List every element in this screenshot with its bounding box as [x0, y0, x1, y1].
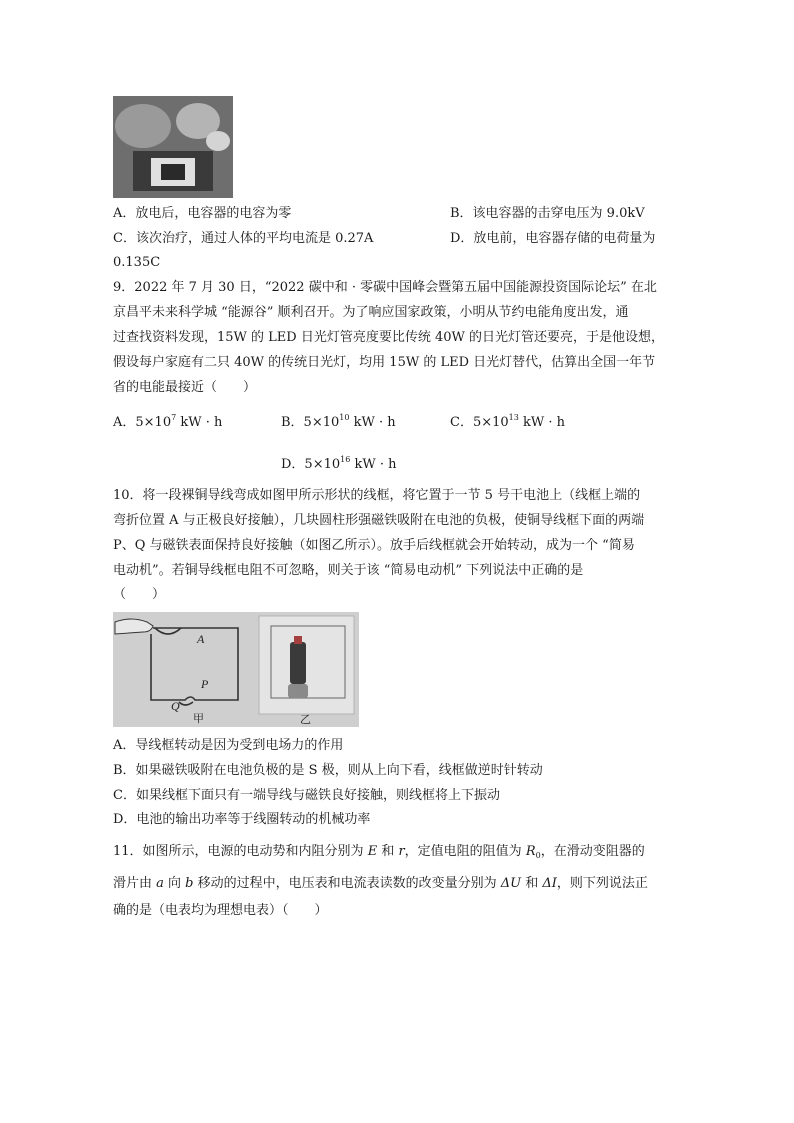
- q9-line-1: 9．2022 年 7 月 30 日，“2022 碳中和 · 零碳中国峰会暨第五届中国能源投资国际论坛” 在北: [113, 280, 657, 295]
- label-q: Q: [171, 699, 180, 713]
- label-jia: 甲: [193, 712, 204, 725]
- label-p: P: [201, 677, 209, 691]
- q9-option-c: C．$5\times 10^{13}$ kW · h: [450, 413, 565, 430]
- q9-line-2: 京昌平未来科学城 “能源谷” 顺利召开。为了响应国家政策，小明从节约电能角度出发，通: [113, 305, 629, 320]
- q11-line-3: 确的是（电表均为理想电表）（ ）: [113, 903, 328, 918]
- q8-option-a: A．放电后，电容器的电容为零: [113, 206, 292, 221]
- q10-line-4: 电动机”。若铜导线框电阻不可忽略，则关于该 “简易电动机” 下列说法中正确的是: [113, 563, 584, 578]
- q9-line-3: 过查找资料发现，15W 的 LED 日光灯管亮度要比传统 40W 的日光灯管还要亮，于是他设想，: [113, 330, 665, 345]
- q9-option-a: A．$5\times 10^7$ kW · h: [113, 413, 223, 430]
- label-yi: 乙: [300, 713, 311, 726]
- defibrillator-photo: [113, 96, 233, 198]
- q8-option-c: C．该次治疗，通过人体的平均电流是 0.27A: [113, 231, 374, 246]
- q11-line-1: 11．如图所示，电源的电动势和内阻分别为 E 和 r，定值电阻的阻值为 $R_0$，在滑动变阻器的: [113, 844, 645, 860]
- q8-option-b: B．该电容器的击穿电压为 9.0kV: [450, 206, 645, 221]
- q10-line-5: （ ）: [113, 587, 166, 602]
- q10-option-c: C．如果线框下面只有一端导线与磁铁良好接触，则线框将上下振动: [113, 788, 500, 803]
- q9-option-b: B．$5\times 10^{10}$ kW · h: [281, 413, 396, 430]
- q9-line-5: 省的电能最接近（ ）: [113, 380, 257, 395]
- q10-figure: [113, 612, 359, 727]
- q9-line-4: 假设每户家庭有二只 40W 的传统日光灯，均用 15W 的 LED 日光灯替代，估算出全国一年节: [113, 355, 656, 370]
- q8-option-d: D．放电前，电容器存储的电荷量为: [450, 231, 656, 246]
- q10-option-d: D．电池的输出功率等于线圈转动的机械功率: [113, 812, 371, 827]
- q10-line-1: 10．将一段裸铜导线弯成如图甲所示形状的线框，将它置于一节 5 号干电池上（线框上端的: [113, 488, 641, 503]
- q11-line-2: 滑片由 a 向 b 移动的过程中，电压表和电流表读数的改变量分别为 ΔU 和 ΔI，则下列说法正: [113, 876, 648, 891]
- photo-yi-background: [259, 616, 354, 714]
- q10-line-3: P、Q 与磁铁表面保持良好接触（如图乙所示）。放手后线框就会开始转动，成为一个 “简易: [113, 538, 635, 553]
- battery-cap: [294, 636, 302, 644]
- q10-line-2: 弯折位置 A 与正极良好接触），几块圆柱形强磁铁吸附在电池的负极，使铜导线框下面的两端: [113, 513, 645, 528]
- q10-option-a: A．导线框转动是因为受到电场力的作用: [113, 738, 344, 753]
- battery-icon: [290, 642, 306, 684]
- q9-option-d: D．$5\times 10^{16}$ kW · h: [281, 455, 397, 472]
- label-a: A: [197, 632, 205, 646]
- magnet-icon: [288, 684, 308, 698]
- q10-option-b: B．如果磁铁吸附在电池负极的是 S 极，则从上向下看，线框做逆时针转动: [113, 763, 543, 778]
- q8-option-d-continued: 0.135C: [113, 255, 161, 270]
